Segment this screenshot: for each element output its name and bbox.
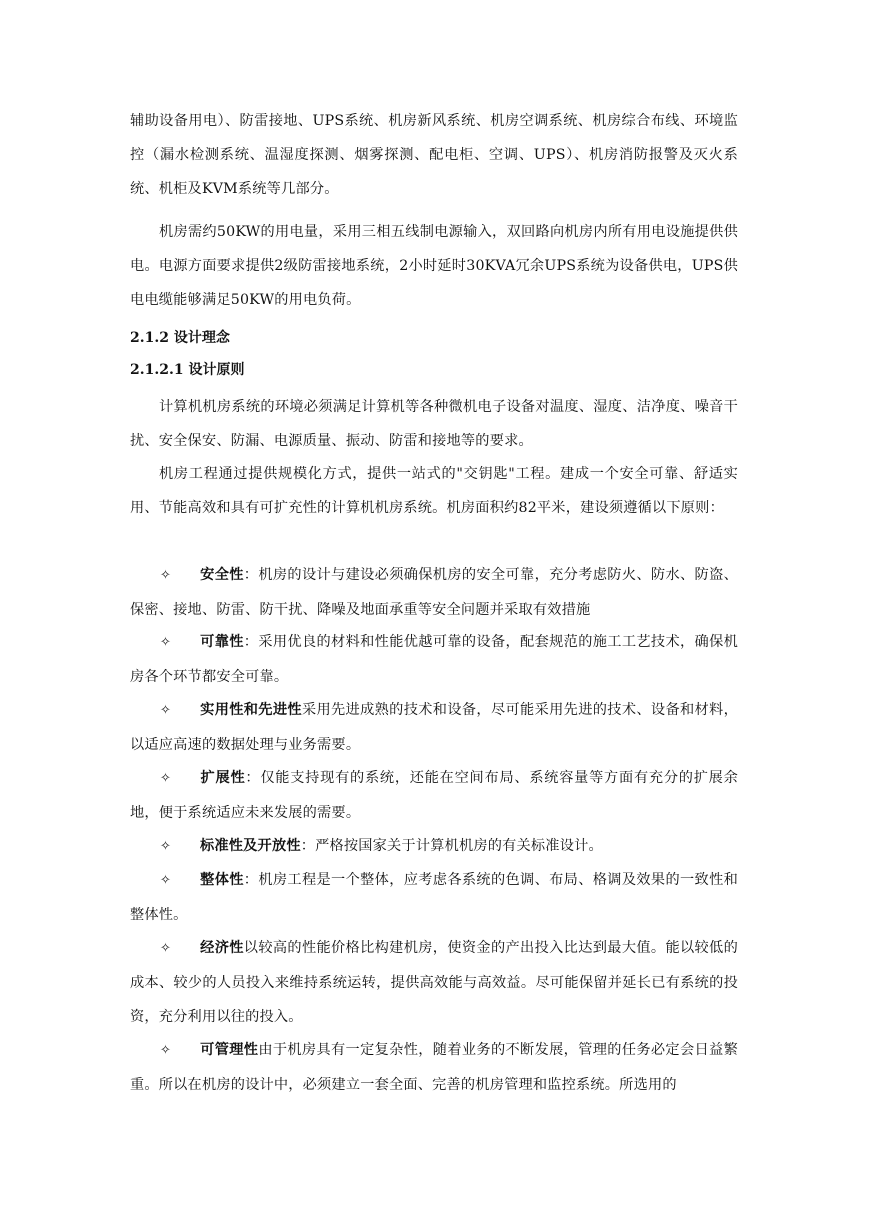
star-bullet-icon: ✧ — [160, 839, 172, 854]
bullet-term: 扩展性 — [200, 770, 246, 786]
paragraph-equipment-scope: 辅助设备用电）、防雷接地、UPS系统、机房新风系统、机房空调系统、机房综合布线、环境监控（漏水检测系统、温湿度探测、烟雾探测、配电柜、空调、UPS）、机房消防报警及灭火系统、机柜及KVM系统等几部分。 — [130, 113, 738, 197]
bullet-term: 实用性和先进性 — [200, 702, 302, 718]
subsection-heading-design-principles: 2.1.2.1 设计原则 — [130, 362, 245, 378]
bullet-term: 标准性及开放性 — [200, 838, 301, 854]
bullet-text: 以较高的性能价格比构建机房，使资金的产出投入比达到最大值。能以较低的成本、较少的人员投入来维持系统运转，提供高效能与高效益。尽可能保留并延长已有系统的投资，充分利用以往的投入。 — [130, 940, 738, 1025]
bullet-term: 可管理性 — [200, 1042, 259, 1058]
star-bullet-icon: ✧ — [160, 635, 172, 650]
paragraph-power-requirements: 机房需约50KW的用电量，采用三相五线制电源输入，双回路向机房内所有用电设施提供供电。电源方面要求提供2级防雷接地系统，2小时延时30KVA冗余UPS系统为设备供电，UPS供电电缆能够满足50KW的用电负荷。 — [130, 224, 738, 308]
paragraph-turnkey-project: 机房工程通过提供规模化方式，提供一站式的"交钥匙"工程。建成一个安全可靠、舒适实用、节能高效和具有可扩充性的计算机机房系统。机房面积约82平米，建设须遵循以下原则： — [130, 466, 738, 516]
star-bullet-icon: ✧ — [160, 941, 172, 956]
bullet-separator: ： — [245, 770, 261, 786]
star-bullet-icon: ✧ — [160, 873, 172, 888]
bullet-text: 严格按国家关于计算机机房的有关标准设计。 — [315, 838, 603, 854]
list-item-scalability — [130, 761, 738, 830]
bullet-text: 采用优良的材料和性能优越可靠的设备，配套规范的施工工艺技术，确保机房各个环节都安全可靠。 — [130, 634, 738, 685]
paragraph-environment-requirements: 计算机机房系统的环境必须满足计算机等各种微机电子设备对温度、湿度、洁净度、噪音干扰、安全保安、防漏、电源质量、振动、防雷和接地等的要求。 — [130, 399, 738, 449]
bullet-term: 经济性 — [200, 940, 244, 956]
section-heading-design-concept: 2.1.2 设计理念 — [130, 330, 230, 346]
list-item-integrity — [130, 863, 738, 932]
bullet-separator: ： — [300, 838, 316, 854]
bullet-separator: ： — [243, 872, 259, 888]
bullet-separator: ： — [243, 634, 259, 650]
bullet-text: 采用先进成熟的技术和设备，尽可能采用先进的技术、设备和材料，以适应高速的数据处理与业务需要。 — [130, 702, 738, 753]
bullet-text: 仅能支持现有的系统，还能在空间布局、系统容量等方面有充分的扩展余地，便于系统适应未来发展的需要。 — [130, 770, 738, 821]
star-bullet-icon: ✧ — [160, 771, 172, 786]
list-item-security — [130, 558, 738, 627]
list-item-economy — [130, 931, 738, 1034]
list-item-practicality — [130, 693, 738, 762]
list-item-reliability — [130, 625, 738, 694]
bullet-term: 整体性 — [200, 872, 244, 888]
list-item-manageability — [130, 1033, 738, 1102]
star-bullet-icon: ✧ — [160, 568, 172, 583]
bullet-text: 由于机房具有一定复杂性，随着业务的不断发展，管理的任务必定会日益繁重。所以在机房的设计中，必须建立一套全面、完善的机房管理和监控系统。所选用的 — [130, 1042, 738, 1093]
bullet-separator: ： — [243, 567, 259, 583]
bullet-term: 安全性 — [200, 567, 244, 583]
bullet-term: 可靠性 — [200, 634, 244, 650]
bullet-text: 机房的设计与建设必须确保机房的安全可靠，充分考虑防火、防水、防盗、保密、接地、防雷、防干扰、降噪及地面承重等安全问题并采取有效措施 — [130, 567, 738, 618]
star-bullet-icon: ✧ — [160, 1043, 172, 1058]
bullet-text: 机房工程是一个整体，应考虑各系统的色调、布局、格调及效果的一致性和整体性。 — [130, 872, 738, 923]
star-bullet-icon: ✧ — [160, 703, 172, 718]
list-item-standardization — [130, 829, 738, 864]
